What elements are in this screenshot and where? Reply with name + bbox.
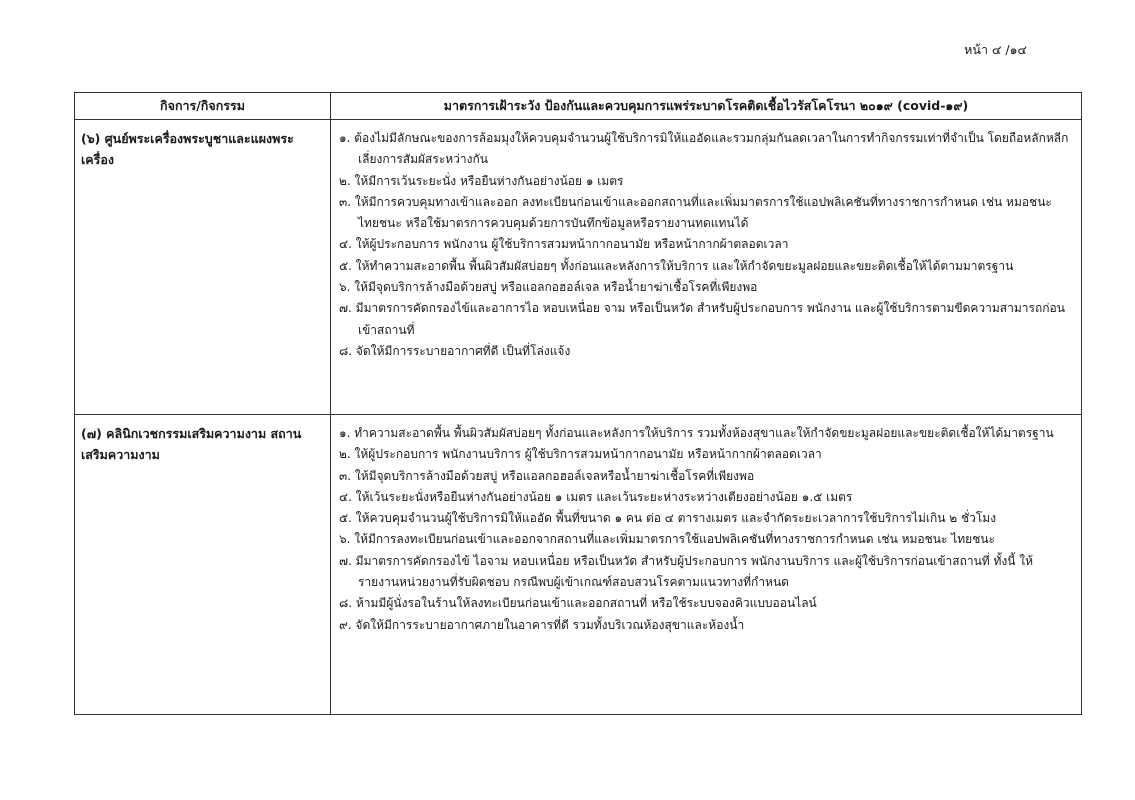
table-row [75, 120, 1082, 415]
measures-table [74, 92, 1082, 715]
measure-item: ๗. มีมาตรการคัดกรองไข้และอาการไอ หอบเหนื่อย จาม หรือเป็นหวัด สำหรับผู้ประกอบการ พนักงาน และผู้ใช้บริการตามขีดความสามารถก่อนเข้าสถานที่ [339, 301, 1065, 337]
measure-list [339, 128, 1073, 362]
header-measures: มาตรการเฝ้าระวัง ป้องกันและควบคุมการแพร่ระบาดโรคติดเชื้อไวรัสโคโรนา ๒๐๑๙ (covid-๑๙) [331, 93, 1082, 120]
measure-item: ๔. ให้เว้นระยะนั่งหรือยืนห่างกันอย่างน้อย ๑ เมตร และเว้นระยะห่างระหว่างเตียงอย่างน้อย ๑.๕ เมตร [339, 489, 853, 504]
table-header-row [75, 93, 1082, 120]
measure-item: ๑. ทำความสะอาดพื้น พื้นผิวสัมผัสบ่อยๆ ทั้งก่อนและหลังการให้บริการ รวมทั้งห้องสุขาและให้กำจัดขยะมูลฝอยและขยะติดเชื้อให้ได้มาตรฐาน [339, 426, 1054, 440]
measure-item: ๖. ให้มีจุดบริการล้างมือด้วยสบู่ หรือแอลกอฮอล์เจล หรือน้ำยาฆ่าเชื้อโรคที่เพียงพอ [339, 280, 758, 295]
measure-item: ๖. ให้มีการลงทะเบียนก่อนเข้าและออกจากสถานที่และเพิ่มมาตรการใช้แอปพลิเคชันที่ทางราชการกำหนด เช่น หมอชนะ ไทยชนะ [339, 532, 995, 547]
activity-cell: (๖) ศูนย์พระเครื่องพระบูชาและแผงพระเครื่อง [75, 120, 331, 415]
measure-item: ๗. มีมาตรการคัดกรองไข้ ไอจาม หอบเหนื่อย หรือเป็นหวัด สำหรับผู้ประกอบการ พนักงานบริการ และผู้ใช้บริการก่อนเข้าสถานที่ ทั้งนี้ ให้รายงานหน่วยงานที่รับผิดชอบ กรณีพบผู้เข้าเกณฑ์สอบสวนโรคตามแนวทางที่กำหนด [339, 553, 1034, 590]
activity-cell: (๗) คลินิกเวชกรรมเสริมความงาม สถานเสริมความงาม [75, 415, 331, 715]
measure-item: ๑. ต้องไม่มีลักษณะของการล้อมมุงให้ควบคุมจำนวนผู้ใช้บริการมิให้แออัดและรวมกลุ่มกันลดเวลาในการทำกิจกรรมเท่าที่จำเป็น โดยถือหลักหลีกเลี่ยงการสัมผัสระหว่างกัน [339, 131, 1069, 167]
measure-item: ๓. ให้มีจุดบริการล้างมือด้วยสบู่ หรือแอลกอฮอล์เจลหรือน้ำยาฆ่าเชื้อโรคที่เพียงพอ [339, 468, 755, 483]
measure-item: ๒. ให้มีการเว้นระยะนั่ง หรือยืนห่างกันอย่างน้อย ๑ เมตร [339, 173, 624, 188]
table-row [75, 415, 1082, 715]
measure-item: ๙. จัดให้มีการระบายอากาศภายในอาคารที่ดี รวมทั้งบริเวณห้องสุขาและห้องน้ำ [339, 617, 745, 632]
measure-item: ๕. ให้ทำความสะอาดพื้น พื้นผิวสัมผัสบ่อยๆ ทั้งก่อนและหลังการให้บริการ และให้กำจัดขยะมูลฝอยและขยะติดเชื้อให้ได้ตามมาตรฐาน [339, 258, 1014, 273]
measure-item: ๘. จัดให้มีการระบายอากาศที่ดี เป็นที่โล่งแจ้ง [339, 343, 571, 358]
measure-item: ๒. ให้ผู้ประกอบการ พนักงานบริการ ผู้ใช้บริการสวมหน้ากากอนามัย หรือหน้ากากผ้าตลอดเวลา [339, 447, 822, 462]
measure-item: ๓. ให้มีการควบคุมทางเข้าและออก ลงทะเบียนก่อนเข้าและออกสถานที่และเพิ่มมาตรการใช้แอปพลิเคชันที่ทางราชการกำหนด เช่น หมอชนะ ไทยชนะ หรือใช้มาตรการควบคุมด้วยการบันทึกข้อมูลหรือรายงานทดแทนได้ [339, 194, 1052, 231]
measure-item: ๕. ให้ควบคุมจำนวนผู้ใช้บริการมิให้แออัด พื้นที่ขนาด ๑ คน ต่อ ๔ ตารางเมตร และจำกัดระยะเวลาการใช้บริการไม่เกิน ๒ ชั่วโมง [339, 511, 997, 526]
page-number: หน้า ๔ /๑๔ [964, 42, 1027, 57]
measures-cell [331, 415, 1082, 715]
measures-cell [331, 120, 1082, 415]
measure-item: ๘. ห้ามมีผู้นั่งรอในร้านให้ลงทะเบียนก่อนเข้าและออกสถานที่ หรือใช้ระบบจองคิวแบบออนไลน์ [339, 596, 817, 611]
measure-item: ๔. ให้ผู้ประกอบการ พนักงาน ผู้ใช้บริการสวมหน้ากากอนามัย หรือหน้ากากผ้าตลอดเวลา [339, 237, 789, 252]
header-activity: กิจการ/กิจกรรม [75, 93, 331, 120]
measure-list [339, 423, 1073, 636]
